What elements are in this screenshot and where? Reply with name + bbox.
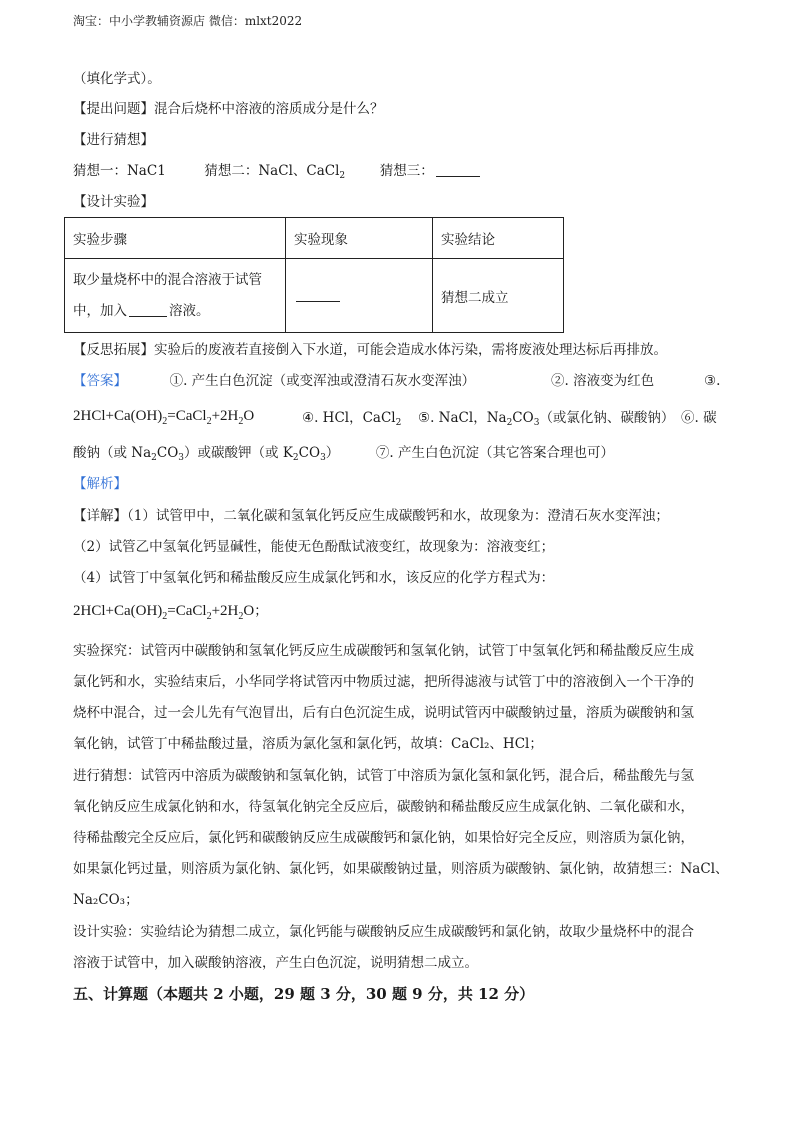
design-line: 设计实验：实验结论为猜想二成立，氯化钙能与碳酸钠反应生成碳酸钙和氯化钠，故取少量烧杯中的混合 (73, 924, 694, 940)
header-conclusion: 实验结论 (433, 218, 564, 259)
section-title: 五、计算题（本题共 2 小题，29 题 3 分，30 题 9 分，共 12 分） (73, 985, 535, 1003)
header-phenomenon: 实验现象 (286, 218, 433, 259)
reflection: 【反思拓展】实验后的废液若直接倒入下水道，可能会造成水体污染，需将废液处理达标后再排放。 (73, 342, 667, 358)
cell-conclusion: 猜想二成立 (433, 259, 564, 333)
answer-2: ②. 溶液变为红色 (551, 373, 655, 389)
question-heading: 【提出问题】混合后烧杯中溶液的溶质成分是什么？ (73, 101, 384, 117)
answer-row-3: 酸钠（或 $Na_2CO_3$）或碳酸钾（或 $K_2CO_3$） ⑦. 产生白色沉淀（其它答案合理也可） (73, 445, 614, 463)
explore-line: 氧化钠，试管丁中稀盐酸过量，溶质为氯化氢和氯化钙，故填：CaCl₂、HCl； (73, 736, 543, 752)
answer-4: ④. HCl，CaCl$_2$ (302, 410, 402, 428)
experiment-table (64, 217, 564, 333)
reagent-blank[interactable] (129, 303, 167, 317)
answer-6: ⑥. 碳 (681, 410, 717, 426)
guess-row (73, 161, 482, 186)
design-heading: 【设计实验】 (73, 194, 154, 210)
guessing-line: 待稀盐酸完全反应后，氯化钙和碳酸钠反应生成碳酸钙和氯化钠，如果恰好完全反应，则溶质为氯化钠， (73, 830, 694, 846)
page-header: 淘宝：中小学教辅资源店 微信：mlxt2022 (73, 14, 303, 28)
answer-5: ⑤. NaCl，$Na_2CO_3$（或氯化钠、碳酸钠） (418, 410, 675, 428)
answer-row-1 (73, 371, 475, 391)
guessing-line: 氧化钠反应生成氯化钠和水，待氢氧化钠完全反应后，碳酸钠和稀盐酸反应生成氯化钠、二氧化碳和水， (73, 799, 694, 815)
guessing-line: 如果氯化钙过量，则溶质为氯化钠、氯化钙，如果碳酸钠过量，则溶质为碳酸钠、氯化钠，故猜想三：NaCl、 (73, 861, 729, 877)
table-header-row (65, 218, 564, 259)
table-row (65, 259, 564, 333)
guess-heading: 【进行猜想】 (73, 132, 154, 148)
guess-3-blank[interactable] (436, 163, 480, 177)
explore-line: 实验探究：试管丙中碳酸钠和氢氧化钙反应生成碳酸钙和氢氧化钠，试管丁中氢氧化钙和稀盐酸反应生成 (73, 643, 694, 659)
phenomenon-blank[interactable] (296, 288, 340, 302)
guess-1: 猜想一：NaC1 (73, 163, 166, 179)
explore-line: 烧杯中混合，过一会儿先有气泡冒出，后有白色沉淀生成，说明试管丙中碳酸钠过量，溶质为碳酸钠和氢 (73, 705, 694, 721)
answer-label: 【答案】 (73, 373, 127, 389)
answer-1: ①. 产生白色沉淀（或变浑浊或澄清石灰水变浑浊） (169, 373, 476, 389)
header-step: 实验步骤 (65, 218, 286, 259)
explore-line: 氯化钙和水，实验结束后，小华同学将试管丙中物质过滤，把所得滤液与试管丁中的溶液倒入一个干净的 (73, 674, 694, 690)
cell-phenomenon (286, 259, 433, 333)
answer-7: ⑦. 产生白色沉淀（其它答案合理也可） (375, 445, 614, 461)
detail-line: 【详解】（1）试管甲中，二氧化碳和氢氧化钙反应生成碳酸钙和水，故现象为：澄清石灰水变浑浊； (73, 508, 669, 524)
answer-row-2 (73, 406, 254, 432)
fill-instruction: （填化学式）。 (73, 71, 161, 87)
answer-equation: $2HCl+Ca(OH)_2=CaCl_2+2H_2O$ (73, 408, 255, 427)
guess-2: 猜想二：NaCl、CaCl$_2$ (204, 163, 346, 181)
detail-line: （2）试管乙中氢氧化钙显碱性，能使无色酚酞试液变红，故现象为：溶液变红； (73, 539, 555, 555)
design-line: 溶液于试管中，加入碳酸钠溶液，产生白色沉淀，说明猜想二成立。 (73, 955, 478, 971)
analysis-label: 【解析】 (73, 476, 127, 492)
guessing-line: 进行猜想：试管丙中溶质为碳酸钠和氢氧化钠，试管丁中溶质为氯化氢和氯化钙，混合后，稀盐酸先与氢 (73, 768, 694, 784)
guess-3: 猜想三： (380, 163, 482, 179)
guessing-line: Na₂CO₃； (73, 892, 139, 908)
answer-3: ③. (704, 373, 721, 389)
cell-step: 取少量烧杯中的混合溶液于试管 中，加入 溶液。 (65, 259, 286, 333)
detail-line: （4）试管丁中氢氧化钙和稀盐酸反应生成氯化钙和水，该反应的化学方程式为： (73, 570, 555, 586)
detail-equation: $2HCl+Ca(OH)_2=CaCl_2+2H_2O$； (73, 603, 268, 622)
